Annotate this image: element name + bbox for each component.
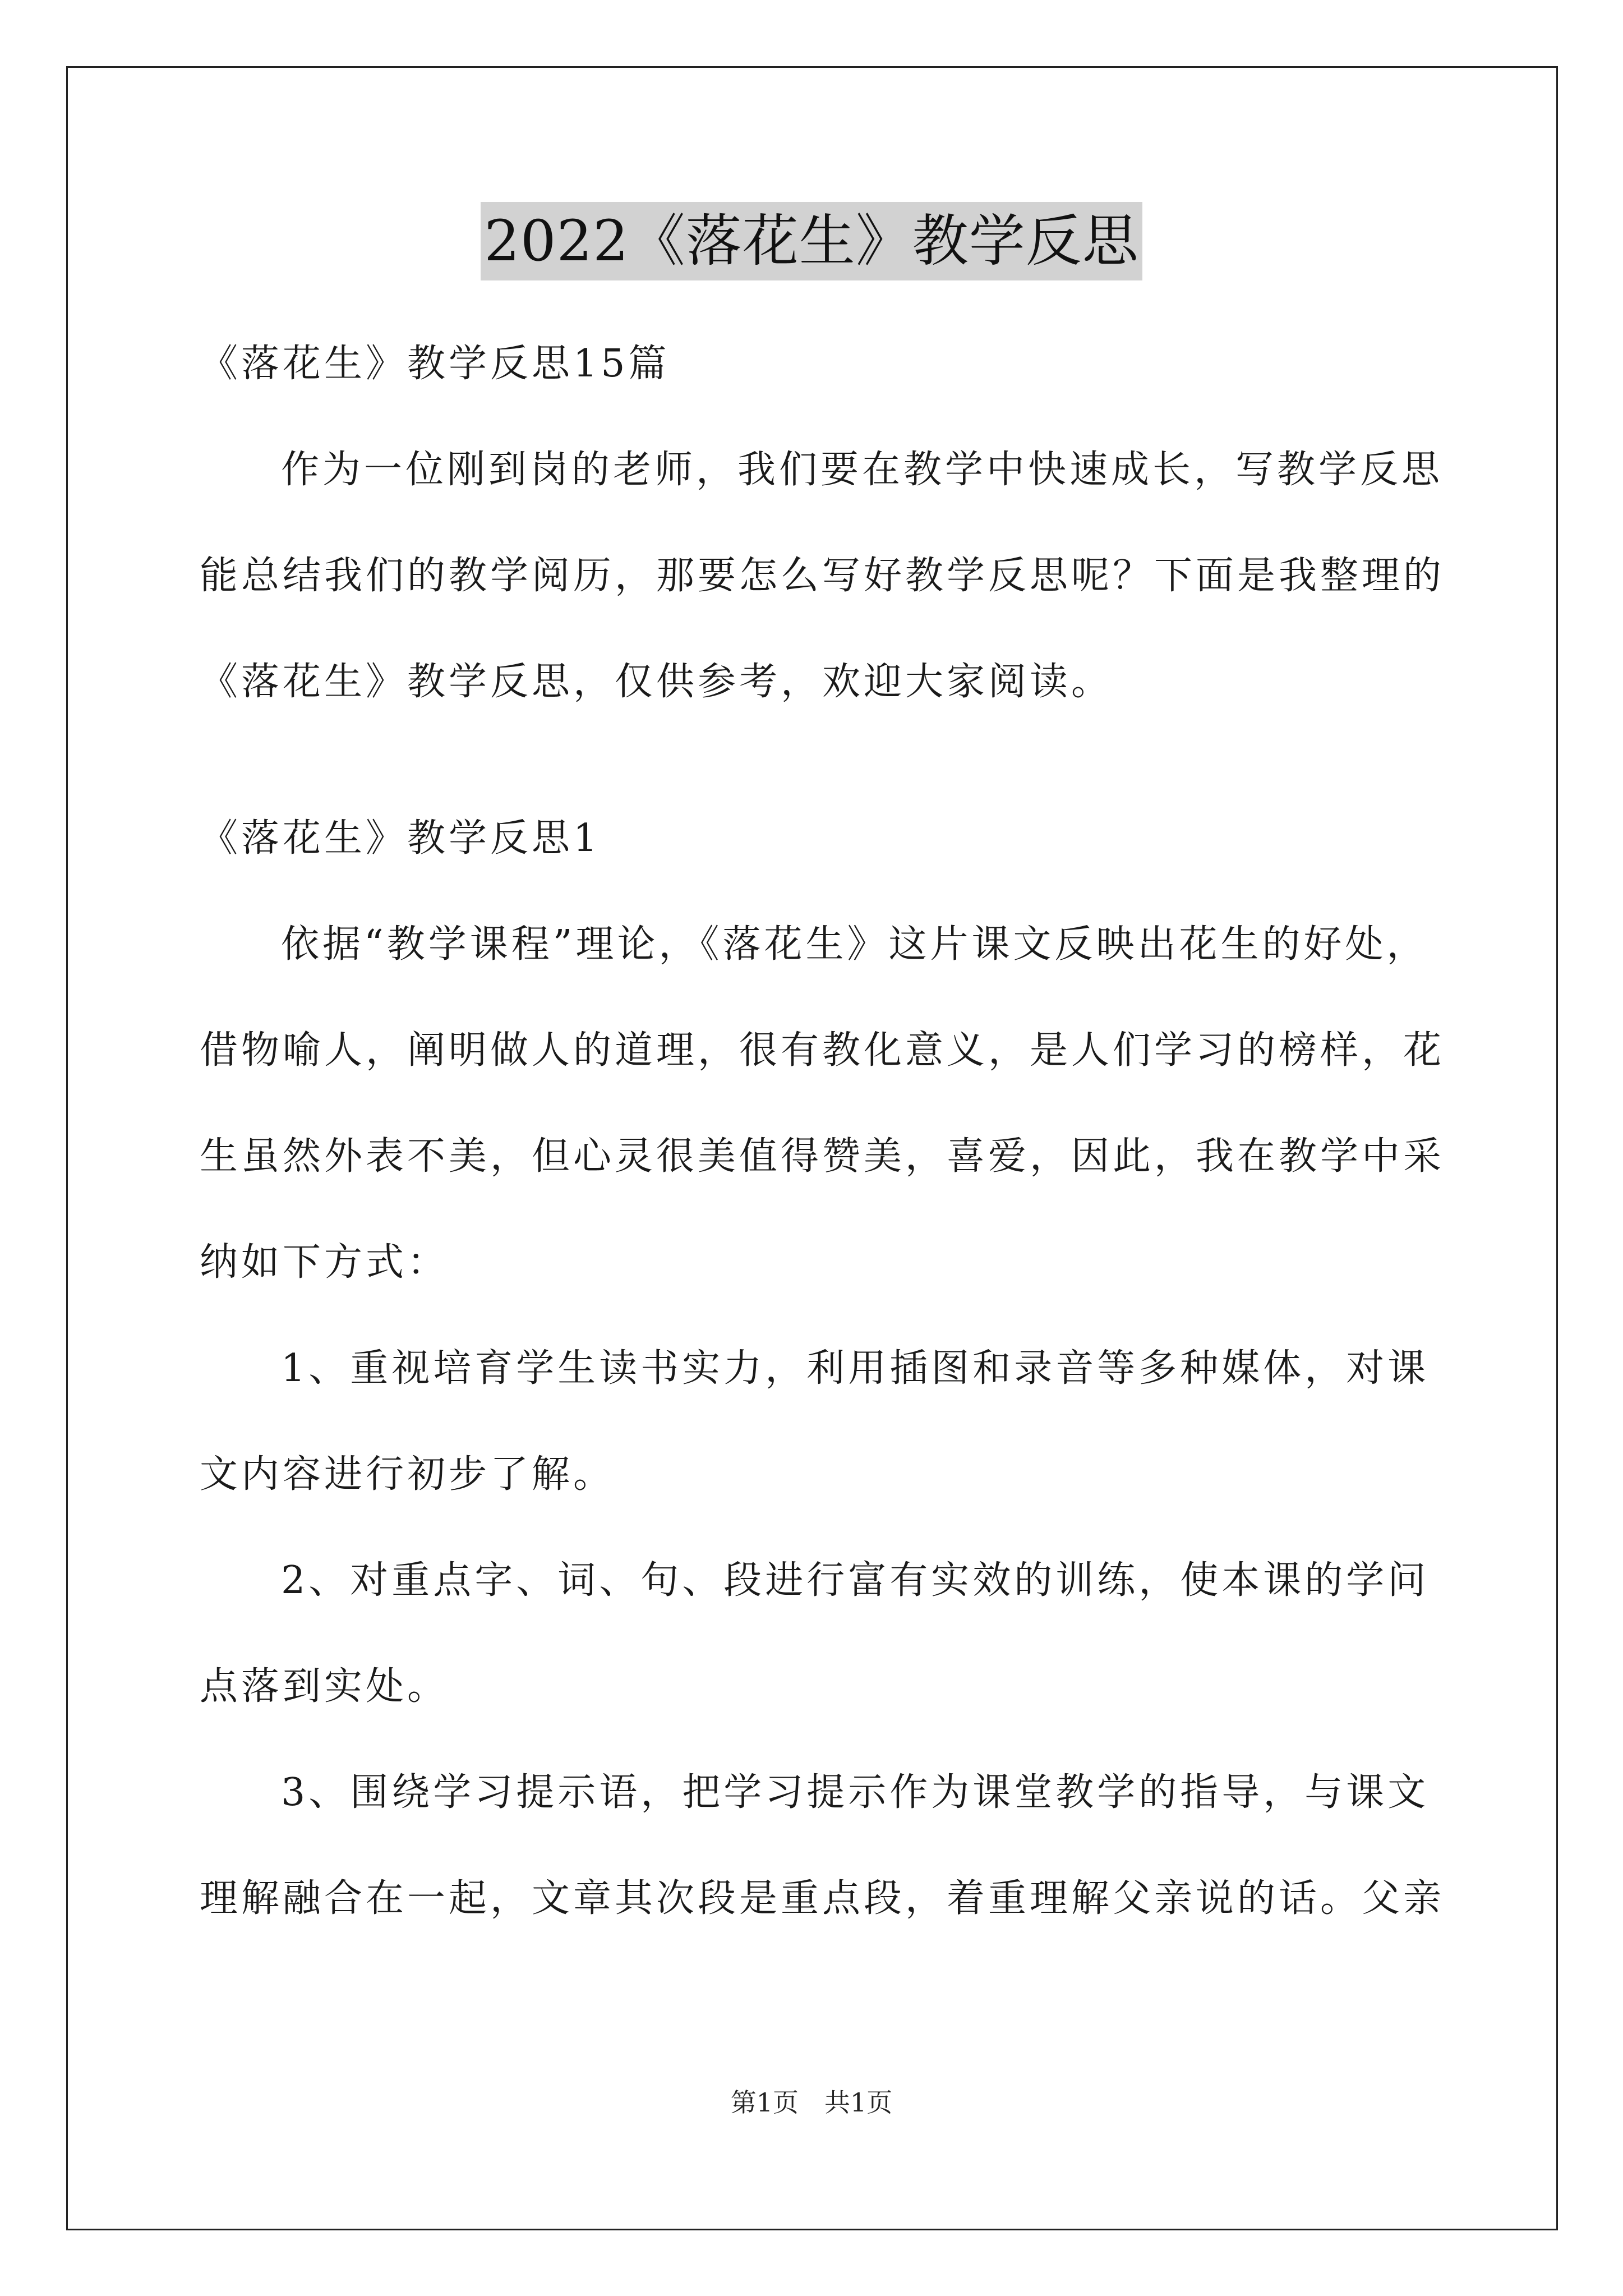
- list-item-line: 2、对重点字、词、句、段进行富有实效的训练，使本课的学问: [281, 1558, 1430, 1603]
- paragraph-line: 纳如下方式：: [200, 1240, 449, 1285]
- title-container: [0, 202, 1623, 280]
- intro-paragraph-line: 能总结我们的教学阅历，那要怎么写好教学反思呢？下面是我整理的: [200, 554, 1445, 598]
- list-item-line: 点落到实处。: [200, 1664, 449, 1709]
- paragraph-line: 借物喻人，阐明做人的道理，很有教化意义，是人们学习的榜样，花: [200, 1028, 1445, 1073]
- list-item-line: 3、围绕学习提示语，把学习提示作为课堂教学的指导，与课文: [281, 1770, 1430, 1815]
- paragraph-line: 依据“教学课程”理论，《落花生》这片课文反映出花生的好处，: [281, 922, 1428, 967]
- list-item-line: 理解融合在一起，文章其次段是重点段，着重理解父亲说的话。父亲: [200, 1876, 1445, 1921]
- section-spacer: [200, 761, 1433, 811]
- subtitle-line: 《落花生》教学反思15篇: [200, 342, 670, 386]
- intro-paragraph-line: 作为一位刚到岗的老师，我们要在教学中快速成长，写教学反思: [281, 448, 1444, 492]
- document-body: [200, 337, 1445, 1977]
- intro-paragraph-line: 《落花生》教学反思，仅供参考，欢迎大家阅读。: [200, 660, 1113, 704]
- list-item-line: 1、重视培育学生读书实力，利用插图和录音等多种媒体，对课: [281, 1346, 1430, 1391]
- document-title: 2022《落花生》教学反思: [481, 202, 1142, 280]
- list-item-line: 文内容进行初步了解。: [200, 1452, 615, 1497]
- paragraph-line: 生虽然外表不美，但心灵很美值得赞美，喜爱，因此，我在教学中采: [200, 1134, 1445, 1179]
- section-heading: 《落花生》教学反思1: [200, 816, 601, 861]
- page-number-footer: 第1页 共1页: [730, 2087, 893, 2118]
